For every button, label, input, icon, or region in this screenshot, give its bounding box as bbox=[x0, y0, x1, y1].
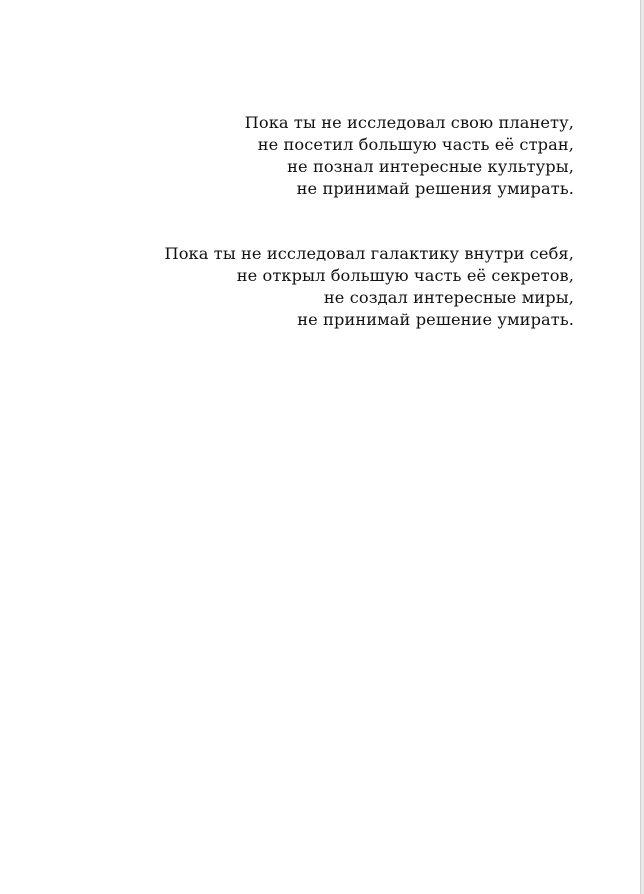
stanza-1-line-2: не посетил большую часть её стран, bbox=[257, 135, 574, 154]
stanza-2-line-1: Пока ты не исследовал галактику внутри себя, bbox=[164, 244, 574, 263]
stanza-2-line-3: не создал интересные миры, bbox=[323, 288, 574, 307]
stanza-2-line-4: не принимай решение умирать. bbox=[297, 310, 574, 329]
stanza-2 bbox=[164, 243, 574, 331]
page-edge-divider bbox=[640, 0, 644, 894]
stanza-1 bbox=[245, 112, 574, 200]
stanza-1-line-1: Пока ты не исследовал свою планету, bbox=[244, 113, 574, 132]
stanza-2-line-2: не открыл большую часть её секретов, bbox=[236, 266, 574, 285]
stanza-1-line-4: не принимай решения умирать. bbox=[296, 179, 574, 198]
stanza-1-line-3: не познал интересные культуры, bbox=[287, 157, 574, 176]
